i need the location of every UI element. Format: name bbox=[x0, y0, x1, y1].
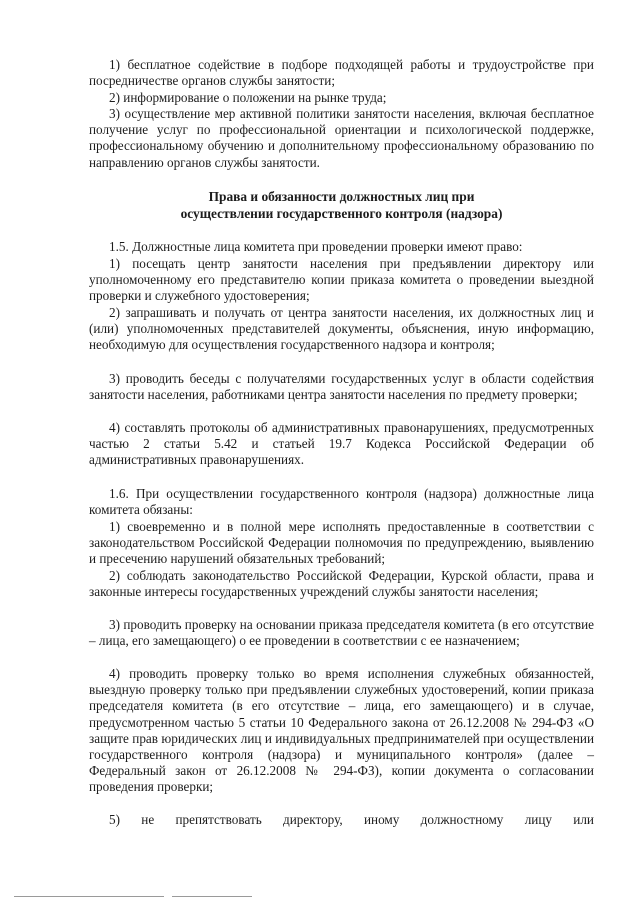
duties-item-5: 5) не препятствовать директору, иному должностному лицу или bbox=[109, 812, 594, 827]
section-heading bbox=[89, 188, 594, 222]
scan-edge-line-left bbox=[14, 896, 164, 897]
rights-item-1: 1) посещать центр занятости населения при предъявлении директору или уполномоченному его представителю копии приказа комитета о проведении выездной проверки и служебного удостоверения; bbox=[89, 256, 594, 304]
top-item-2: 2) информирование о положении на рынке труда; bbox=[109, 90, 387, 105]
rights-intro: 1.5. Должностные лица комитета при проведении проверки имеют право: bbox=[109, 239, 523, 254]
top-item-1: 1) бесплатное содействие в подборе подходящей работы и трудоустройстве при посредничестве органов службы занятости; bbox=[89, 57, 594, 89]
scan-edge-line-right bbox=[172, 896, 252, 897]
top-item-3: 3) осуществление мер активной политики занятости населения, включая бесплатное получение услуг по профессиональной ориентации и психологической поддержке, профессиональному обучению и дополнительному профессиональному образованию по направлению органов службы занятости. bbox=[89, 106, 594, 170]
rights-item-2: 2) запрашивать и получать от центра занятости населения, их должностных лиц и (или) уполномоченных представителей документы, объяснения, иную информацию, необходимую для осуществления государственного надзора и контроля; bbox=[89, 305, 594, 353]
duties-item-1: 1) своевременно и в полной мере исполнять предоставленные в соответствии с законодательством Российской Федерации полномочия по предупреждению, выявлению и пресечению нарушений обязательных требований; bbox=[89, 519, 594, 567]
duties-intro: 1.6. При осуществлении государственного контроля (надзора) должностные лица комитета обязаны: bbox=[89, 486, 594, 518]
rights-item-4: 4) составлять протоколы об административных правонарушениях, предусмотренных частью 2 статьи 5.42 и статьей 19.7 Кодекса Российской Федерации об административных правонарушениях. bbox=[89, 420, 594, 468]
duties-item-3: 3) проводить проверку на основании приказа председателя комитета (в его отсутствие – лица, его замещающего) о ее проведении в соответствии с ее назначением; bbox=[89, 617, 594, 649]
section-heading-line-2: осуществлении государственного контроля (надзора) bbox=[180, 206, 503, 221]
section-heading-line-1: Права и обязанности должностных лиц при bbox=[208, 189, 475, 204]
rights-item-3: 3) проводить беседы с получателями государственных услуг в области содействия занятости населения, работниками центра занятости населения по предмету проверки; bbox=[89, 371, 594, 403]
duties-item-4: 4) проводить проверку только во время исполнения служебных обязанностей, выездную проверку только при предъявлении служебных удостоверений, копии приказа председателя комитета (в его отсутствие – лица, его замещающего) и в случае, предусмотренном частью 5 статьи 10 Федерального закона от 26.12.2008 № 294-ФЗ «О защите прав юридических лиц и индивидуальных предпринимателей при осуществлении государственного контроля (надзора) и муниципального контроля» (далее – Федеральный закон от 26.12.2008 № 294-ФЗ), копии документа о согласовании проведения проверки; bbox=[89, 666, 594, 795]
duties-item-2: 2) соблюдать законодательство Российской Федерации, Курской области, права и законные интересы государственных учреждений службы занятости населения; bbox=[89, 568, 594, 600]
